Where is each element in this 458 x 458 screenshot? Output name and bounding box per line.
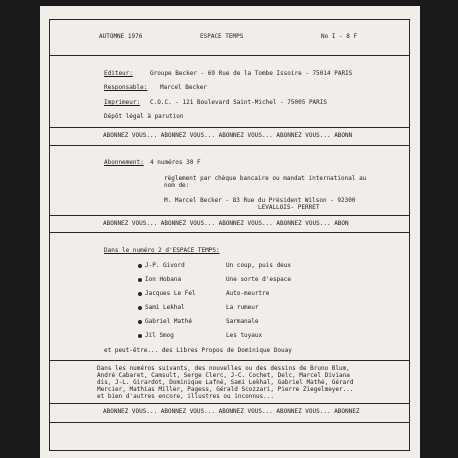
bullet-icon <box>138 320 142 324</box>
contents-author: Sami Lekhal <box>145 304 185 311</box>
contents-author: Jacques Le Fel <box>145 290 196 297</box>
payment-line-1: règlement par chèque bancaire ou mandat international au <box>164 175 367 182</box>
printer-label: Imprimeur: <box>104 99 141 106</box>
contents-author: Jil Smog <box>145 332 174 339</box>
header-cell-season <box>95 30 195 54</box>
editor-value: Groupe Becker - 69 Rue de la Tombe Issoire - 75014 PARIS <box>150 70 353 77</box>
editor-label: Editeur: <box>104 70 133 77</box>
contents-title: Sarmanale <box>226 318 259 325</box>
bullet-icon <box>138 278 142 282</box>
header-cell-issue <box>317 30 405 54</box>
address-line-1: M. Marcel Becker - 83 Rue du Président Wilson - 92300 <box>164 197 356 204</box>
divider-2 <box>50 145 409 146</box>
bullet-icon <box>138 334 142 338</box>
divider-1 <box>50 127 409 128</box>
contents-title: La rumeur <box>226 304 259 311</box>
contents-author: J-P. Givord <box>145 262 185 269</box>
contents-title: Les tuyaux <box>226 332 263 339</box>
header-cell-title <box>198 30 298 54</box>
contents-footer: et peut-être... des Libres Propos de Dominique Douay <box>104 347 292 354</box>
bullet-icon <box>138 292 142 296</box>
contents-heading: Dans le numéro 2 d'ESPACE TEMPS: <box>104 247 220 254</box>
header-divider <box>50 55 409 56</box>
subscription-label: Abonnement: <box>104 159 144 166</box>
divider-6 <box>50 403 409 404</box>
legal-deposit: Dépôt légal à parution <box>104 113 184 120</box>
responsible-value: Marcel Becker <box>160 84 207 91</box>
divider-4 <box>50 232 409 233</box>
contents-author: Ion Hobana <box>145 276 182 283</box>
printer-value: C.O.C. - 121 Boulevard Saint-Michel - 75005 PARIS <box>150 99 328 106</box>
subscribe-banner-1: ABONNEZ VOUS... ABONNEZ VOUS... ABONNEZ VOUS... ABONNEZ VOUS... ABONN <box>103 132 353 139</box>
next-issues-line: dis, J-L. Girardot, Dominique Lafné, Sami Lekhal, Gabriel Mathé, Gérard <box>97 379 354 386</box>
bullet-icon <box>138 264 142 268</box>
subscribe-banner-3: ABONNEZ VOUS... ABONNEZ VOUS... ABONNEZ VOUS... ABONNEZ VOUS... ABONNEZ <box>103 408 360 415</box>
address-line-2: LEVALLOIS- PERRET <box>258 204 320 211</box>
contents-title: Auto-meurtre <box>226 290 270 297</box>
divider-5 <box>50 360 409 361</box>
divider-7 <box>50 422 409 423</box>
next-issues-line: André Cabaret, Camsult, Serge Clerc, J-C. Cochet, Delc, Marcel Diviana <box>97 372 350 379</box>
subscription-price: 4 numéros 30 F <box>150 159 201 166</box>
payment-line-2: nom de: <box>164 182 190 189</box>
contents-author: Gabriel Mathé <box>145 318 192 325</box>
masthead-title: ESPACE TEMPS <box>200 33 244 40</box>
contents-title: Un coup, puis deux <box>226 262 292 269</box>
next-issues-line: Dans les numéros suivants, des nouvelles ou des dessins de Bruno Blum, <box>97 365 350 372</box>
next-issues-line: Mercier, Mathias Miller, Pagess, Gérald Scozzari, Pierre Ziegelmeyer... <box>97 386 354 393</box>
contents-title: Une sorte d'espace <box>226 276 292 283</box>
divider-3 <box>50 215 409 216</box>
next-issues-line: et bien d'autres encore, illustres ou inconnus... <box>97 393 275 400</box>
issue-number: No I - 8 F <box>321 33 358 40</box>
bullet-icon <box>138 306 142 310</box>
responsible-label: Responsable: <box>104 84 148 91</box>
subscribe-banner-2: ABONNEZ VOUS... ABONNEZ VOUS... ABONNEZ VOUS... ABONNEZ VOUS... ABON <box>103 220 349 227</box>
season-label: AUTOMNE 1976 <box>99 33 143 40</box>
